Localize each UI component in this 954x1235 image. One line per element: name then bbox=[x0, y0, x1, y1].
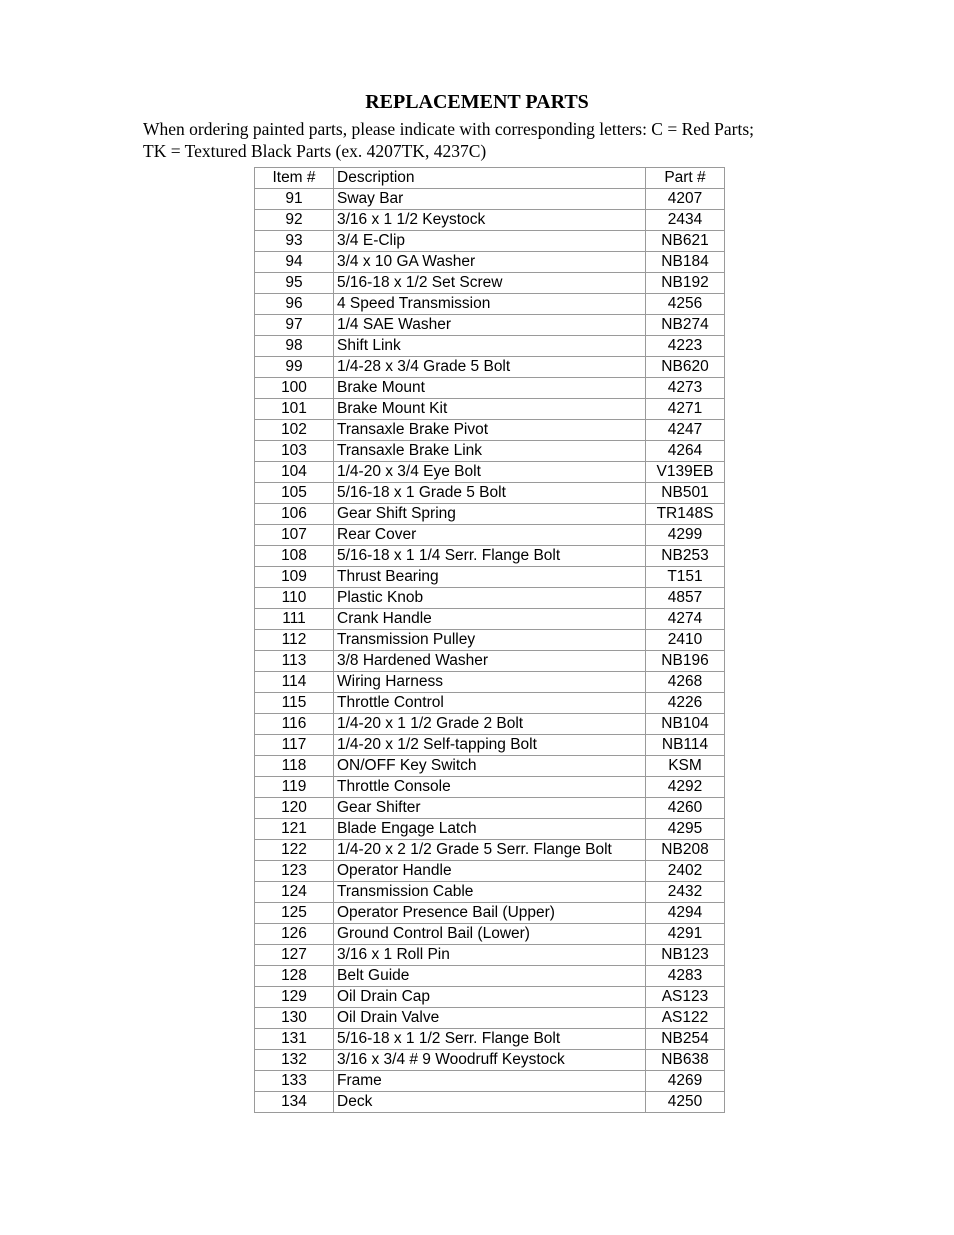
description-cell: 3/16 x 1 Roll Pin bbox=[334, 945, 646, 966]
part-number-cell: T151 bbox=[646, 567, 725, 588]
item-number-cell: 101 bbox=[255, 399, 334, 420]
description-cell: Wiring Harness bbox=[334, 672, 646, 693]
page-title: REPLACEMENT PARTS bbox=[365, 91, 589, 113]
parts-table bbox=[254, 167, 725, 1113]
table-row bbox=[255, 1008, 725, 1029]
part-number-cell: NB274 bbox=[646, 315, 725, 336]
description-cell: Transaxle Brake Link bbox=[334, 441, 646, 462]
item-number-cell: 98 bbox=[255, 336, 334, 357]
table-row bbox=[255, 357, 725, 378]
item-number-cell: 132 bbox=[255, 1050, 334, 1071]
description-cell: Sway Bar bbox=[334, 189, 646, 210]
item-number-cell: 131 bbox=[255, 1029, 334, 1050]
description-cell: Plastic Knob bbox=[334, 588, 646, 609]
item-number-cell: 105 bbox=[255, 483, 334, 504]
table-row bbox=[255, 378, 725, 399]
item-number-cell: 125 bbox=[255, 903, 334, 924]
header-row bbox=[255, 168, 725, 189]
description-cell: Deck bbox=[334, 1092, 646, 1113]
column-header-item: Item # bbox=[255, 168, 334, 189]
description-cell: Shift Link bbox=[334, 336, 646, 357]
table-row bbox=[255, 441, 725, 462]
table-row bbox=[255, 735, 725, 756]
table-row bbox=[255, 777, 725, 798]
table-row bbox=[255, 252, 725, 273]
part-number-cell: 2434 bbox=[646, 210, 725, 231]
part-number-cell: 4294 bbox=[646, 903, 725, 924]
table-row bbox=[255, 189, 725, 210]
table-row bbox=[255, 420, 725, 441]
description-cell: Throttle Console bbox=[334, 777, 646, 798]
part-number-cell: V139EB bbox=[646, 462, 725, 483]
table-row bbox=[255, 546, 725, 567]
item-number-cell: 93 bbox=[255, 231, 334, 252]
item-number-cell: 127 bbox=[255, 945, 334, 966]
description-cell: 1/4-20 x 1/2 Self-tapping Bolt bbox=[334, 735, 646, 756]
description-cell: Blade Engage Latch bbox=[334, 819, 646, 840]
table-row bbox=[255, 840, 725, 861]
part-number-cell: 2410 bbox=[646, 630, 725, 651]
description-cell: Transmission Cable bbox=[334, 882, 646, 903]
description-cell: 1/4-28 x 3/4 Grade 5 Bolt bbox=[334, 357, 646, 378]
part-number-cell: NB254 bbox=[646, 1029, 725, 1050]
item-number-cell: 115 bbox=[255, 693, 334, 714]
part-number-cell: 2432 bbox=[646, 882, 725, 903]
parts-table-body bbox=[255, 189, 725, 1113]
item-number-cell: 94 bbox=[255, 252, 334, 273]
description-cell: 3/8 Hardened Washer bbox=[334, 651, 646, 672]
part-number-cell: AS122 bbox=[646, 1008, 725, 1029]
table-row bbox=[255, 504, 725, 525]
item-number-cell: 122 bbox=[255, 840, 334, 861]
item-number-cell: 103 bbox=[255, 441, 334, 462]
item-number-cell: 100 bbox=[255, 378, 334, 399]
description-cell: 1/4 SAE Washer bbox=[334, 315, 646, 336]
part-number-cell: 4260 bbox=[646, 798, 725, 819]
description-cell: 5/16-18 x 1 1/2 Serr. Flange Bolt bbox=[334, 1029, 646, 1050]
table-row bbox=[255, 693, 725, 714]
item-number-cell: 104 bbox=[255, 462, 334, 483]
column-header-part: Part # bbox=[646, 168, 725, 189]
item-number-cell: 123 bbox=[255, 861, 334, 882]
table-row bbox=[255, 462, 725, 483]
part-number-cell: 4207 bbox=[646, 189, 725, 210]
part-number-cell: 4268 bbox=[646, 672, 725, 693]
part-number-cell: 4247 bbox=[646, 420, 725, 441]
item-number-cell: 126 bbox=[255, 924, 334, 945]
description-cell: Crank Handle bbox=[334, 609, 646, 630]
table-row bbox=[255, 399, 725, 420]
description-cell: 4 Speed Transmission bbox=[334, 294, 646, 315]
part-number-cell: 4250 bbox=[646, 1092, 725, 1113]
part-number-cell: NB114 bbox=[646, 735, 725, 756]
part-number-cell: 4264 bbox=[646, 441, 725, 462]
description-cell: 5/16-18 x 1 1/4 Serr. Flange Bolt bbox=[334, 546, 646, 567]
part-number-cell: 4226 bbox=[646, 693, 725, 714]
part-number-cell: AS123 bbox=[646, 987, 725, 1008]
description-cell: Thrust Bearing bbox=[334, 567, 646, 588]
item-number-cell: 106 bbox=[255, 504, 334, 525]
description-cell: Belt Guide bbox=[334, 966, 646, 987]
item-number-cell: 129 bbox=[255, 987, 334, 1008]
item-number-cell: 110 bbox=[255, 588, 334, 609]
table-row bbox=[255, 945, 725, 966]
table-row bbox=[255, 609, 725, 630]
description-cell: 3/4 E-Clip bbox=[334, 231, 646, 252]
description-cell: Transmission Pulley bbox=[334, 630, 646, 651]
part-number-cell: NB638 bbox=[646, 1050, 725, 1071]
item-number-cell: 124 bbox=[255, 882, 334, 903]
description-cell: Brake Mount Kit bbox=[334, 399, 646, 420]
description-cell: Gear Shifter bbox=[334, 798, 646, 819]
item-number-cell: 107 bbox=[255, 525, 334, 546]
table-row bbox=[255, 924, 725, 945]
table-row bbox=[255, 651, 725, 672]
item-number-cell: 109 bbox=[255, 567, 334, 588]
table-row bbox=[255, 882, 725, 903]
table-row bbox=[255, 525, 725, 546]
description-cell: Rear Cover bbox=[334, 525, 646, 546]
part-number-cell: 4292 bbox=[646, 777, 725, 798]
part-number-cell: 4256 bbox=[646, 294, 725, 315]
table-row bbox=[255, 861, 725, 882]
item-number-cell: 111 bbox=[255, 609, 334, 630]
item-number-cell: 130 bbox=[255, 1008, 334, 1029]
part-number-cell: 4271 bbox=[646, 399, 725, 420]
item-number-cell: 113 bbox=[255, 651, 334, 672]
item-number-cell: 119 bbox=[255, 777, 334, 798]
item-number-cell: 112 bbox=[255, 630, 334, 651]
table-row bbox=[255, 1071, 725, 1092]
part-number-cell: 4299 bbox=[646, 525, 725, 546]
item-number-cell: 92 bbox=[255, 210, 334, 231]
table-row bbox=[255, 756, 725, 777]
description-cell: Transaxle Brake Pivot bbox=[334, 420, 646, 441]
table-row bbox=[255, 483, 725, 504]
table-row bbox=[255, 672, 725, 693]
description-cell: 1/4-20 x 2 1/2 Grade 5 Serr. Flange Bolt bbox=[334, 840, 646, 861]
table-row bbox=[255, 714, 725, 735]
description-cell: Operator Presence Bail (Upper) bbox=[334, 903, 646, 924]
item-number-cell: 121 bbox=[255, 819, 334, 840]
table-row bbox=[255, 819, 725, 840]
item-number-cell: 114 bbox=[255, 672, 334, 693]
table-row bbox=[255, 1092, 725, 1113]
part-number-cell: NB621 bbox=[646, 231, 725, 252]
column-header-description: Description bbox=[334, 168, 646, 189]
item-number-cell: 91 bbox=[255, 189, 334, 210]
part-number-cell: NB123 bbox=[646, 945, 725, 966]
parts-table-header bbox=[255, 168, 725, 189]
table-row bbox=[255, 966, 725, 987]
description-cell: 1/4-20 x 3/4 Eye Bolt bbox=[334, 462, 646, 483]
intro-text-line-1: When ordering painted parts, please indicate with corresponding letters: C = Red Parts; bbox=[143, 119, 755, 139]
table-row bbox=[255, 273, 725, 294]
part-number-cell: NB501 bbox=[646, 483, 725, 504]
description-cell: Operator Handle bbox=[334, 861, 646, 882]
table-row bbox=[255, 1050, 725, 1071]
part-number-cell: 4295 bbox=[646, 819, 725, 840]
description-cell: 1/4-20 x 1 1/2 Grade 2 Bolt bbox=[334, 714, 646, 735]
part-number-cell: 4269 bbox=[646, 1071, 725, 1092]
part-number-cell: 2402 bbox=[646, 861, 725, 882]
table-row bbox=[255, 315, 725, 336]
part-number-cell: 4857 bbox=[646, 588, 725, 609]
item-number-cell: 134 bbox=[255, 1092, 334, 1113]
description-cell: Brake Mount bbox=[334, 378, 646, 399]
part-number-cell: 4283 bbox=[646, 966, 725, 987]
description-cell: 3/16 x 3/4 # 9 Woodruff Keystock bbox=[334, 1050, 646, 1071]
item-number-cell: 128 bbox=[255, 966, 334, 987]
part-number-cell: KSM bbox=[646, 756, 725, 777]
table-row bbox=[255, 336, 725, 357]
description-cell: Ground Control Bail (Lower) bbox=[334, 924, 646, 945]
item-number-cell: 97 bbox=[255, 315, 334, 336]
table-row bbox=[255, 210, 725, 231]
item-number-cell: 99 bbox=[255, 357, 334, 378]
part-number-cell: NB208 bbox=[646, 840, 725, 861]
description-cell: Gear Shift Spring bbox=[334, 504, 646, 525]
intro-text-line-2: TK = Textured Black Parts (ex. 4207TK, 4237C) bbox=[143, 141, 487, 161]
part-number-cell: 4223 bbox=[646, 336, 725, 357]
table-row bbox=[255, 567, 725, 588]
item-number-cell: 96 bbox=[255, 294, 334, 315]
table-row bbox=[255, 987, 725, 1008]
part-number-cell: TR148S bbox=[646, 504, 725, 525]
part-number-cell: NB104 bbox=[646, 714, 725, 735]
table-row bbox=[255, 630, 725, 651]
table-row bbox=[255, 1029, 725, 1050]
description-cell: Oil Drain Cap bbox=[334, 987, 646, 1008]
description-cell: 5/16-18 x 1/2 Set Screw bbox=[334, 273, 646, 294]
item-number-cell: 108 bbox=[255, 546, 334, 567]
part-number-cell: NB620 bbox=[646, 357, 725, 378]
description-cell: Oil Drain Valve bbox=[334, 1008, 646, 1029]
description-cell: 3/16 x 1 1/2 Keystock bbox=[334, 210, 646, 231]
description-cell: ON/OFF Key Switch bbox=[334, 756, 646, 777]
item-number-cell: 133 bbox=[255, 1071, 334, 1092]
description-cell: 3/4 x 10 GA Washer bbox=[334, 252, 646, 273]
description-cell: Throttle Control bbox=[334, 693, 646, 714]
part-number-cell: NB192 bbox=[646, 273, 725, 294]
part-number-cell: 4273 bbox=[646, 378, 725, 399]
description-cell: Frame bbox=[334, 1071, 646, 1092]
part-number-cell: 4291 bbox=[646, 924, 725, 945]
table-row bbox=[255, 294, 725, 315]
table-row bbox=[255, 903, 725, 924]
item-number-cell: 116 bbox=[255, 714, 334, 735]
item-number-cell: 118 bbox=[255, 756, 334, 777]
table-row bbox=[255, 588, 725, 609]
item-number-cell: 117 bbox=[255, 735, 334, 756]
part-number-cell: NB253 bbox=[646, 546, 725, 567]
item-number-cell: 120 bbox=[255, 798, 334, 819]
item-number-cell: 102 bbox=[255, 420, 334, 441]
item-number-cell: 95 bbox=[255, 273, 334, 294]
table-row bbox=[255, 798, 725, 819]
part-number-cell: NB184 bbox=[646, 252, 725, 273]
part-number-cell: NB196 bbox=[646, 651, 725, 672]
part-number-cell: 4274 bbox=[646, 609, 725, 630]
description-cell: 5/16-18 x 1 Grade 5 Bolt bbox=[334, 483, 646, 504]
table-row bbox=[255, 231, 725, 252]
